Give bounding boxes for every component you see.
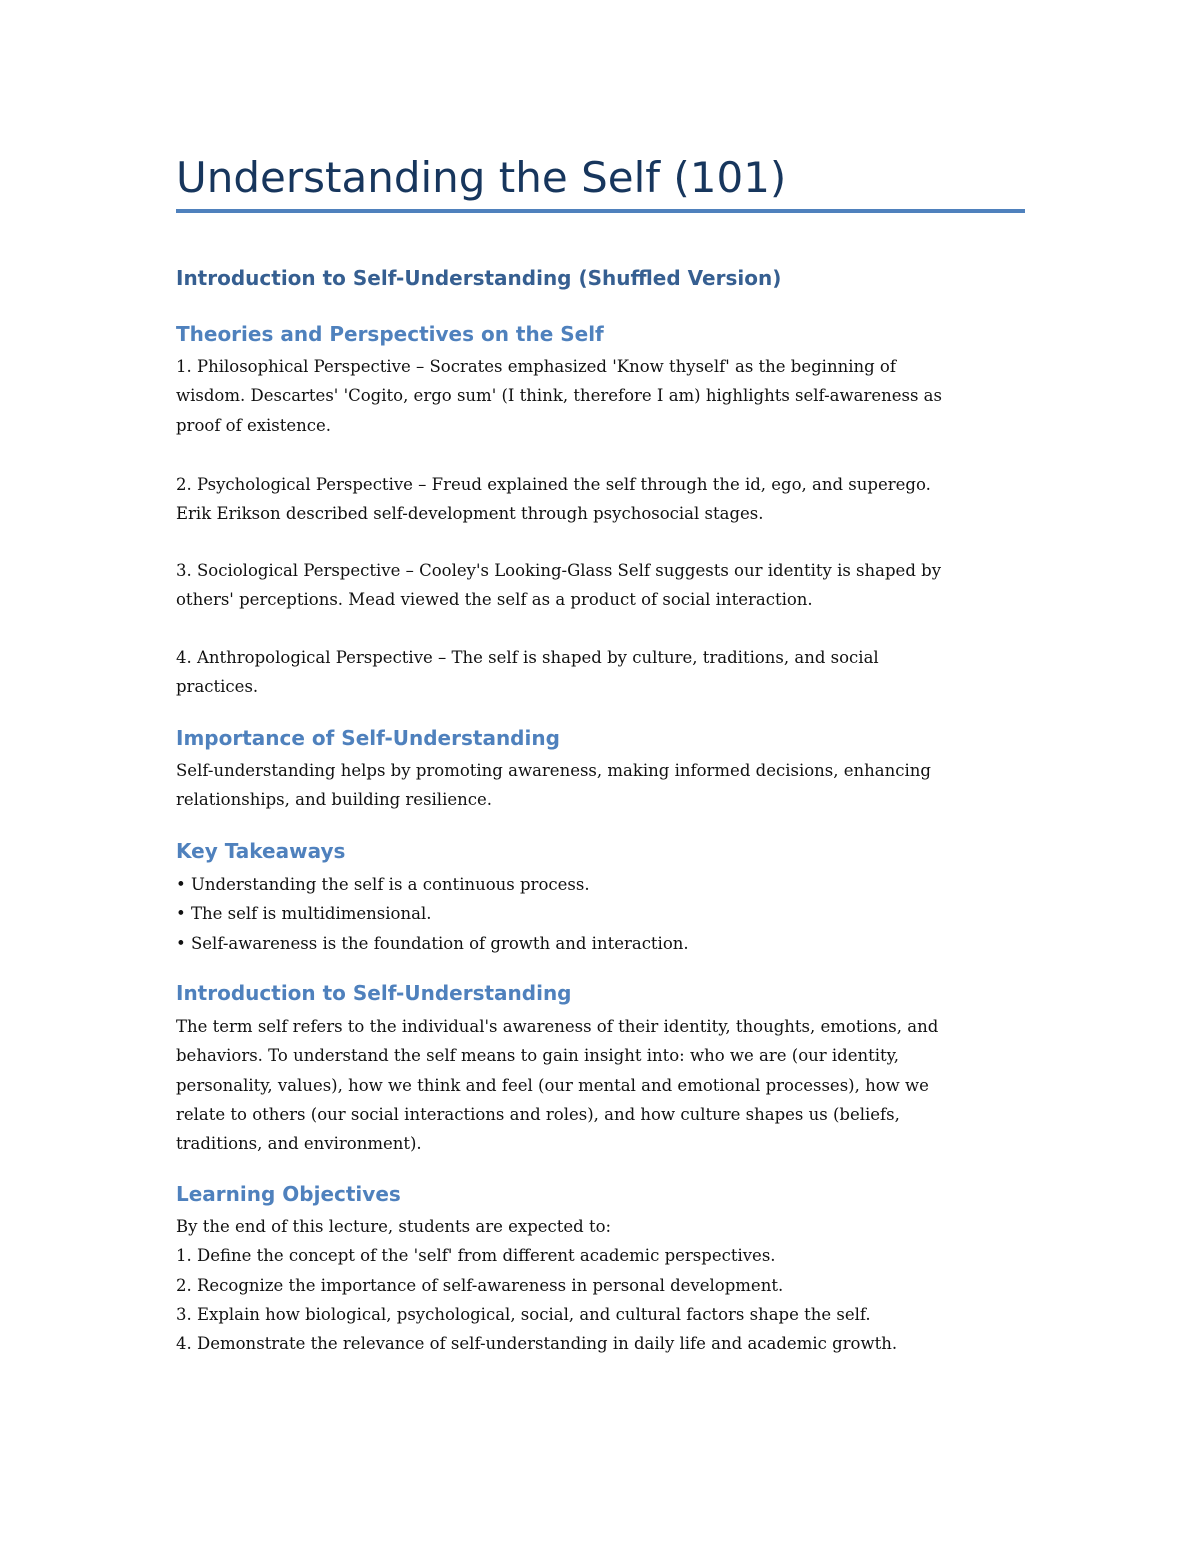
theory-item-anthropological [176,643,1026,702]
paragraph-line: Erik Erikson described self-development through psychosocial stages. [176,504,764,524]
list-item: 4. Demonstrate the relevance of self-understanding in daily life and academic growth. [176,1334,898,1354]
list-item: • Understanding the self is a continuous process. [176,875,590,894]
paragraph-line: practices. [176,677,259,697]
paragraph-line: relate to others (our social interactions and roles), and how culture shapes us (beliefs, [176,1104,900,1124]
paragraph-line: traditions, and environment). [176,1134,422,1154]
list-item: 2. Recognize the importance of self-awareness in personal development. [176,1275,784,1295]
title-underline [176,209,1025,213]
intro-heading: Introduction to Self-Understanding (Shuffled Version) [176,266,782,290]
paragraph-line: personality, values), how we think and feel (our mental and emotional processes), how we [176,1075,929,1095]
takeaways-heading: Key Takeaways [176,839,346,863]
objectives-list [176,1212,1026,1358]
theory-item-philosophical [176,352,1026,440]
paragraph-line: Self-understanding helps by promoting awareness, making informed decisions, enhancing [176,761,931,780]
paragraph-line: 1. Philosophical Perspective – Socrates emphasized 'Know thyself' as the beginning of [176,357,896,376]
paragraph-line: others' perceptions. Mead viewed the self as a product of social interaction. [176,590,813,610]
paragraph-line: The term self refers to the individual's awareness of their identity, thoughts, emotions, and [176,1017,939,1036]
importance-paragraph [176,756,1026,815]
theory-item-psychological [176,470,1026,529]
list-item: 3. Explain how biological, psychological, social, and cultural factors shape the self. [176,1304,871,1324]
list-item: 1. Define the concept of the 'self' from different academic perspectives. [176,1246,776,1266]
paragraph-line: 3. Sociological Perspective – Cooley's Looking-Glass Self suggests our identity is shaped by [176,561,942,580]
paragraph-line: wisdom. Descartes' 'Cogito, ergo sum' (I think, therefore I am) highlights self-awareness as [176,386,942,406]
paragraph-line: 2. Psychological Perspective – Freud explained the self through the id, ego, and superego. [176,475,931,494]
paragraph-line: proof of existence. [176,415,332,435]
introduction-paragraph [176,1012,1026,1158]
introduction-heading: Introduction to Self-Understanding [176,981,572,1005]
document-title: Understanding the Self (101) [176,153,787,202]
list-item: • The self is multidimensional. [176,904,432,924]
paragraph-line: behaviors. To understand the self means to gain insight into: who we are (our identity, [176,1046,900,1066]
list-item: By the end of this lecture, students are expected to: [176,1217,612,1236]
theories-heading: Theories and Perspectives on the Self [176,322,604,346]
theory-item-sociological [176,556,1026,615]
paragraph-line: relationships, and building resilience. [176,790,493,810]
list-item: • Self-awareness is the foundation of growth and interaction. [176,933,689,953]
objectives-heading: Learning Objectives [176,1182,401,1206]
importance-heading: Importance of Self-Understanding [176,726,560,750]
takeaways-list [176,870,1026,958]
paragraph-line: 4. Anthropological Perspective – The self is shaped by culture, traditions, and social [176,648,879,667]
